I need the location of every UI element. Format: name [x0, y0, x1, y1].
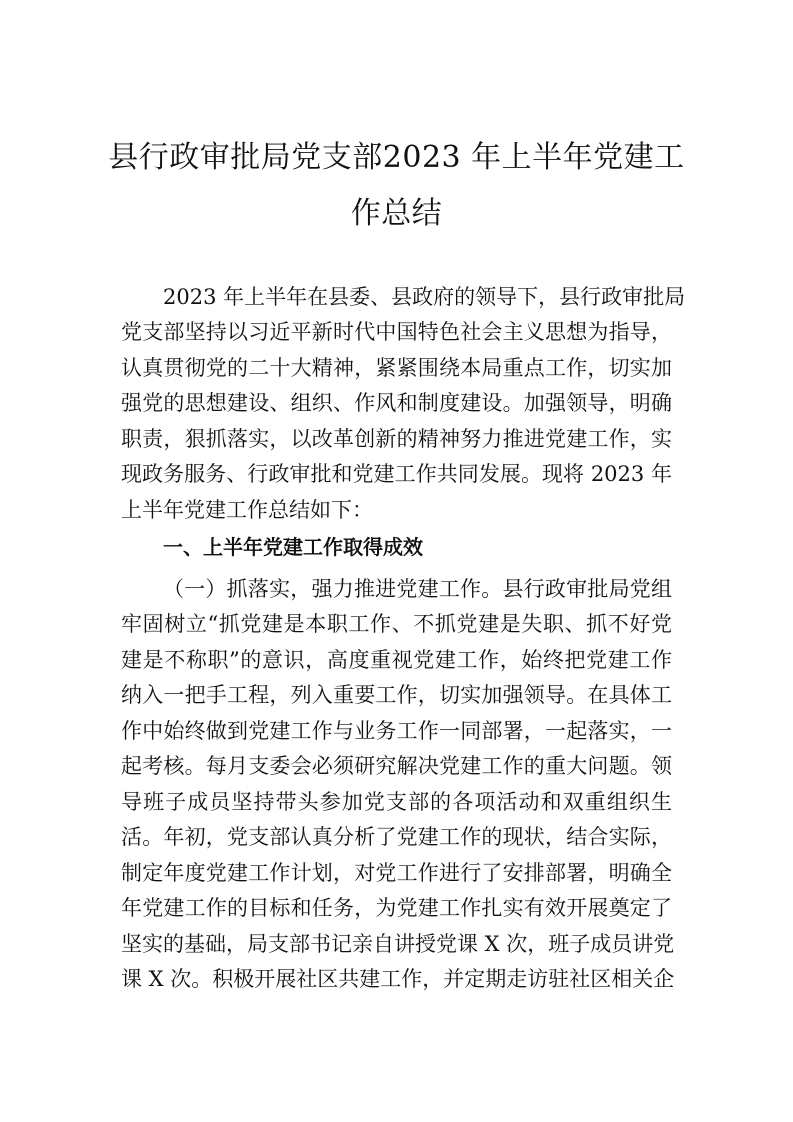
document-title-line-2: 作总结	[350, 196, 443, 231]
intro-line: 2023 年上半年在县委、县政府的领导下，县行政审批局	[163, 285, 686, 309]
body-line: 作中始终做到党建工作与业务工作一同部署，一起落实，一	[121, 719, 672, 743]
intro-line: 党支部坚持以习近平新时代中国特色社会主义思想为指导，	[121, 320, 672, 344]
body-line: 年党建工作的目标和任务，为党建工作扎实有效开展奠定了	[121, 896, 672, 920]
body-line: 纳入一把手工程，列入重要工作，切实加强领导。在具体工	[121, 683, 672, 707]
body-line: 活。年初，党支部认真分析了党建工作的现状，结合实际，	[121, 825, 672, 849]
body-line: 牢固树立“抓党建是本职工作、不抓党建是失职、抓不好党	[121, 612, 672, 636]
document-title-line-1: 县行政审批局党支部2023 年上半年党建工	[108, 140, 685, 175]
intro-line: 现政务服务、行政审批和党建工作共同发展。现将 2023 年	[121, 462, 672, 486]
body-line: 建是不称职”的意识，高度重视党建工作，始终把党建工作	[121, 648, 672, 672]
body-line: 课 X 次。积极开展社区共建工作，并定期走访驻社区相关企	[121, 967, 675, 991]
intro-line: 强党的思想建设、组织、作风和制度建设。加强领导，明确	[121, 391, 672, 415]
intro-line: 认真贯彻党的二十大精神，紧紧围绕本局重点工作，切实加	[121, 356, 672, 380]
body-line: 制定年度党建工作计划，对党工作进行了安排部署，明确全	[121, 861, 672, 885]
body-line: 坚实的基础，局支部书记亲自讲授党课 X 次，班子成员讲党	[121, 932, 675, 956]
section-heading: 一、上半年党建工作取得成效	[163, 535, 423, 559]
intro-line: 上半年党建工作总结如下：	[121, 498, 373, 522]
intro-line: 职责，狠抓落实，以改革创新的精神努力推进党建工作，实	[121, 427, 672, 451]
body-line: （一）抓落实，强力推进党建工作。县行政审批局党组	[163, 577, 672, 601]
body-line: 起考核。每月支委会必须研究解决党建工作的重大问题。领	[121, 754, 672, 778]
body-line: 导班子成员坚持带头参加党支部的各项活动和双重组织生	[121, 790, 672, 814]
